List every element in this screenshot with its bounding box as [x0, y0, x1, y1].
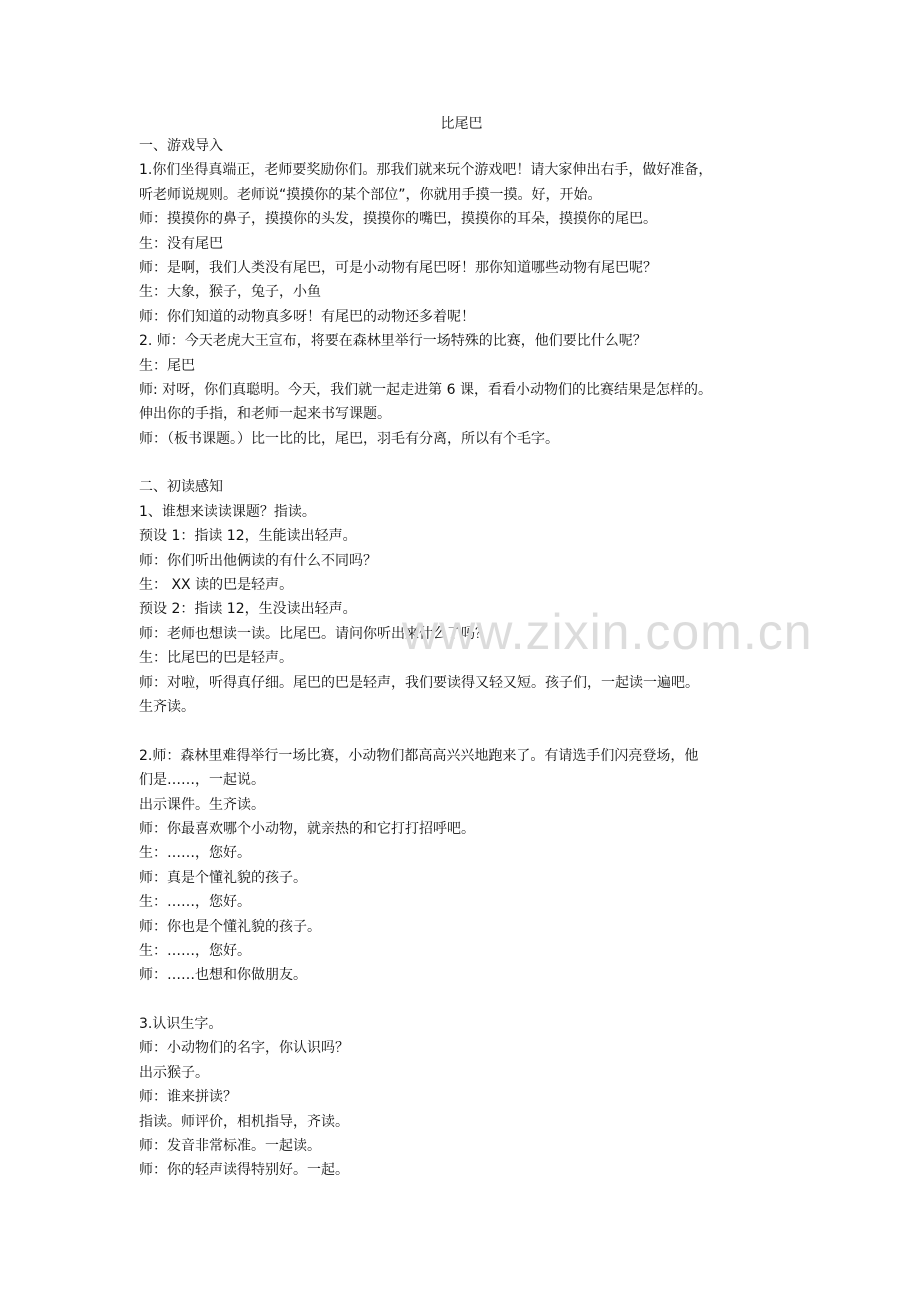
- paragraph-line: 出示猴子。: [139, 1064, 209, 1081]
- paragraph-line: 生：……，您好。: [139, 845, 251, 862]
- paragraph-line: 师：谁来拼读？: [139, 1089, 237, 1106]
- paragraph-line: 师：发音非常标准。一起读。: [139, 1138, 321, 1155]
- paragraph-line: 3.认识生字。: [139, 1016, 223, 1033]
- paragraph-line: 二、初读感知: [139, 479, 223, 496]
- paragraph-line: 师：摸摸你的鼻子，摸摸你的头发，摸摸你的嘴巴，摸摸你的耳朵，摸摸你的尾巴。: [139, 211, 657, 228]
- document-body: [139, 134, 784, 1183]
- paragraph-line: 师: 对呀，你们真聪明。今天，我们就一起走进第 6 课，看看小动物们的比赛结果是怎样的。: [139, 381, 712, 398]
- paragraph-line: 师：你的轻声读得特别好。一起。: [139, 1162, 349, 1179]
- blank-line: [139, 451, 784, 475]
- paragraph-line: 听老师说规则。老师说“摸摸你的某个部位”，你就用手摸一摸。好，开始。: [139, 186, 602, 203]
- paragraph-line: 师：你们知道的动物真多呀！有尾巴的动物还多着呢！: [139, 308, 475, 325]
- blank-line: [139, 719, 784, 743]
- paragraph-line: 预设 2：指读 12，生没读出轻声。: [139, 601, 357, 618]
- paragraph-line: 一、游戏导入: [139, 138, 223, 154]
- paragraph-line: 师：真是个懂礼貌的孩子。: [139, 869, 307, 886]
- paragraph-line: 生齐读。: [139, 698, 195, 715]
- paragraph-line: 生： XX 读的巴是轻声。: [139, 577, 294, 594]
- paragraph-line: 师：你也是个懂礼貌的孩子。: [139, 918, 321, 935]
- paragraph-line: 1、谁想来读读课题？指读。: [139, 503, 316, 520]
- paragraph-line: 师：小动物们的名字，你认识吗？: [139, 1040, 349, 1057]
- paragraph-line: 师：你们听出他俩读的有什么不同吗？: [139, 552, 377, 569]
- paragraph-line: 生：没有尾巴: [139, 235, 223, 252]
- paragraph-line: 生：尾巴: [139, 357, 195, 374]
- document-page: [139, 0, 784, 1302]
- paragraph-line: 生：……，您好。: [139, 894, 251, 911]
- paragraph-line: 师：对啦，听得真仔细。尾巴的巴是轻声，我们要读得又轻又短。孩子们，一起读一遍吧。: [139, 674, 699, 691]
- paragraph-line: 生：……，您好。: [139, 942, 251, 959]
- paragraph-line: 生：大象，猴子，兔子，小鱼: [139, 284, 321, 301]
- paragraph-line: 们是……，一起说。: [139, 772, 265, 789]
- paragraph-line: 师：老师也想读一读。比尾巴。请问你听出来什么了吗？: [139, 625, 489, 642]
- paragraph-line: 2.师：森林里难得举行一场比赛，小动物们都高高兴兴地跑来了。有请选手们闪亮登场，他: [139, 747, 699, 764]
- paragraph-line: 师：（板书课题。）比一比的比，尾巴，羽毛有分离，所以有个毛字。: [139, 430, 559, 447]
- watermark: www.zixin.com.cn: [402, 604, 813, 660]
- paragraph-line: 师：是啊，我们人类没有尾巴，可是小动物有尾巴呀！那你知道哪些动物有尾巴呢？: [139, 259, 657, 276]
- paragraph-line: 师：……也想和你做朋友。: [139, 967, 307, 984]
- paragraph-line: 伸出你的手指，和老师一起来书写课题。: [139, 406, 391, 423]
- paragraph-line: 1.你们坐得真端正，老师要奖励你们。那我们就来玩个游戏吧！请大家伸出右手，做好准备，: [139, 162, 713, 179]
- paragraph-line: 2. 师：今天老虎大王宣布，将要在森林里举行一场特殊的比赛，他们要比什么呢？: [139, 333, 647, 350]
- paragraph-line: 师：你最喜欢哪个小动物，就亲热的和它打打招呼吧。: [139, 820, 475, 837]
- paragraph-line: 指读。师评价，相机指导，齐读。: [139, 1113, 349, 1130]
- blank-line: [139, 988, 784, 1012]
- document-title: 比尾巴: [440, 116, 483, 132]
- paragraph-line: 预设 1：指读 12，生能读出轻声。: [139, 528, 357, 545]
- paragraph-line: 出示课件。生齐读。: [139, 796, 265, 813]
- paragraph-line: 生：比尾巴的巴是轻声。: [139, 650, 293, 667]
